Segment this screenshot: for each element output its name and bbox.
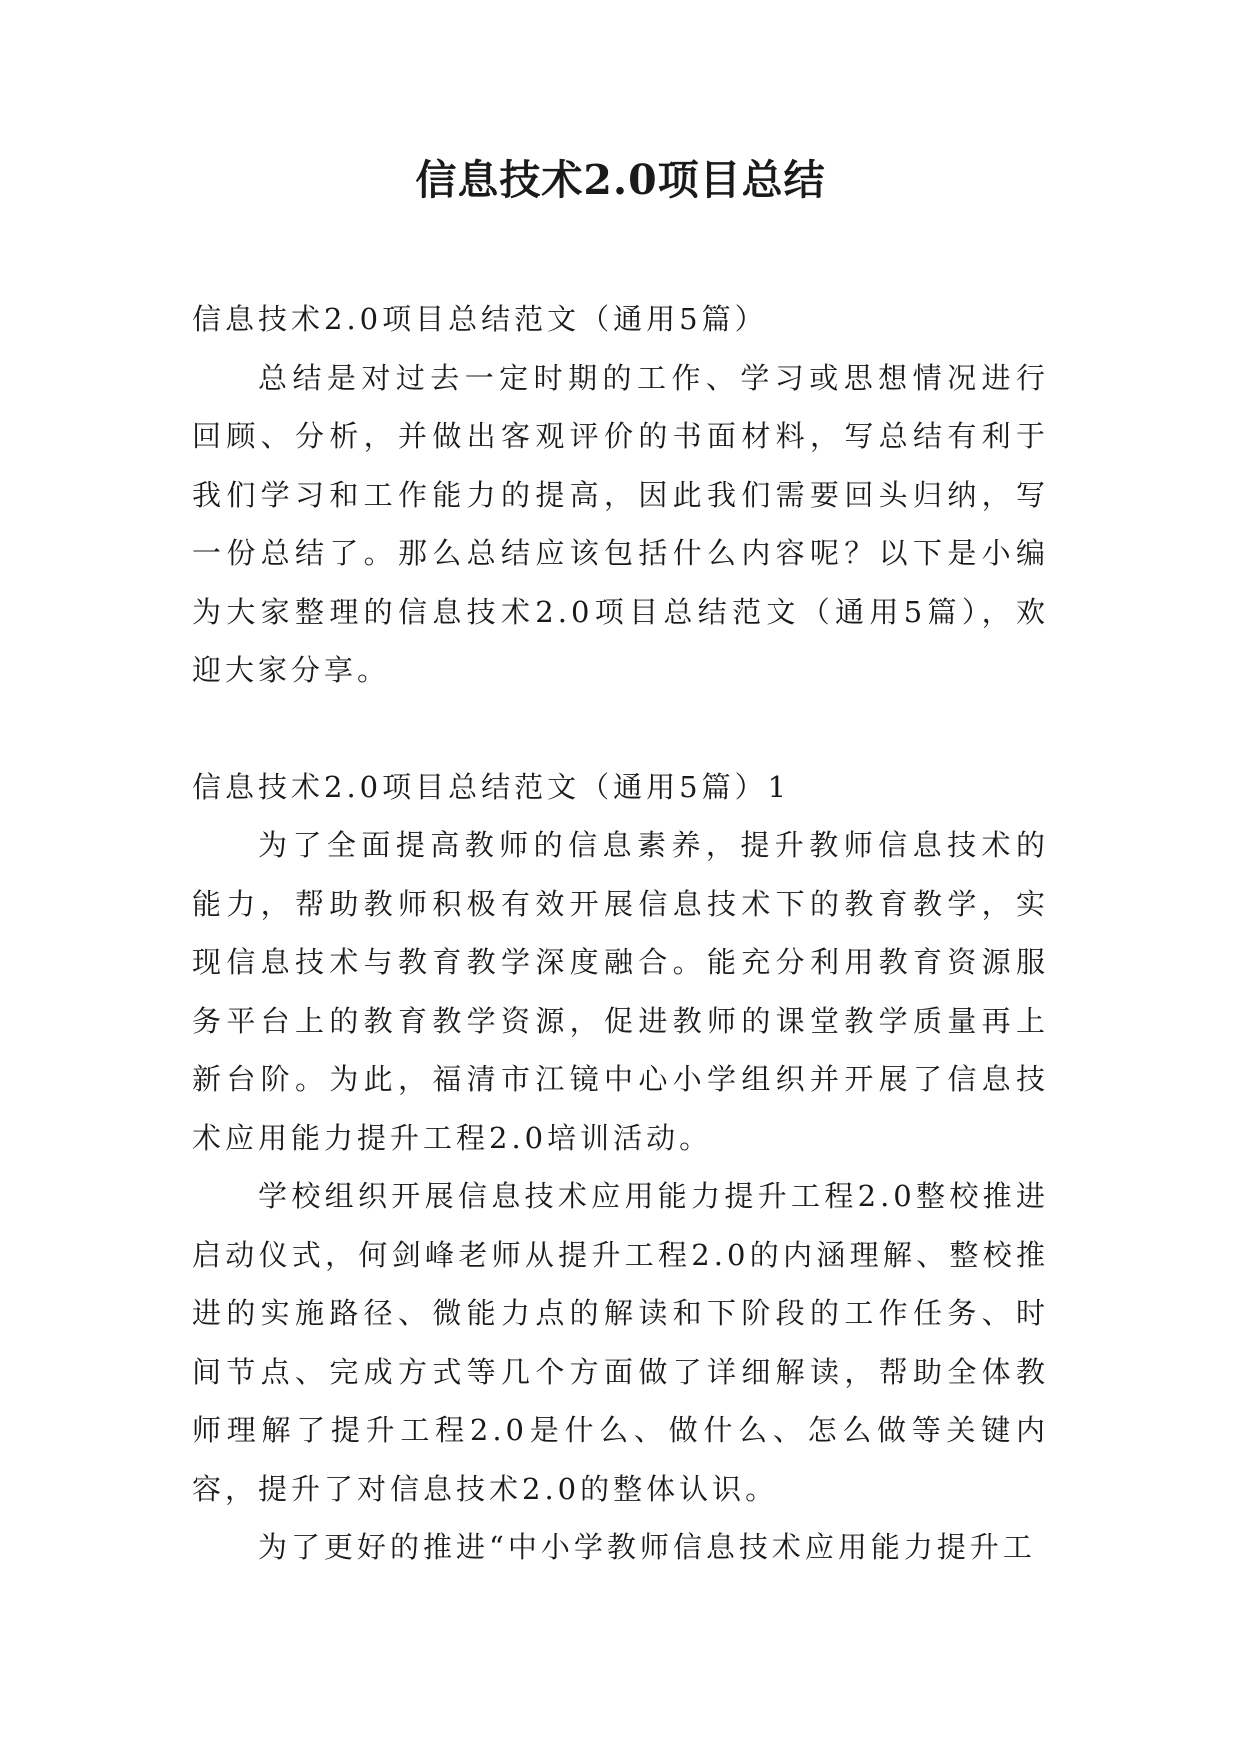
paragraph-gap [192, 700, 1049, 758]
body-paragraph: 学校组织开展信息技术应用能力提升工程2.0整校推进启动仪式，何剑峰老师从提升工程2.0的内涵理解、整校推进的实施路径、微能力点的解读和下阶段的工作任务、时间节点、完成方式等几个方面做了详细解读，帮助全体教师理解了提升工程2.0是什么、做什么、怎么做等关键内容，提升了对信息技术2.0的整体认识。 [192, 1179, 1049, 1506]
intro-paragraph: 总结是对过去一定时期的工作、学习或思想情况进行回顾、分析，并做出客观评价的书面材料，写总结有利于我们学习和工作能力的提高，因此我们需要回头归纳，写一份总结了。那么总结应该包括什么内容呢？以下是小编为大家整理的信息技术2.0项目总结范文（通用5篇），欢迎大家分享。 [192, 360, 1049, 687]
section-heading: 信息技术2.0项目总结范文（通用5篇）1 [192, 769, 791, 804]
document-title: 信息技术2.0项目总结 [415, 156, 826, 204]
subtitle-paragraph: 信息技术2.0项目总结范文（通用5篇） [192, 302, 768, 336]
document-body [192, 290, 1049, 1577]
body-paragraph: 为了更好的推进“中小学教师信息技术应用能力提升工 [258, 1530, 1036, 1564]
body-paragraph: 为了全面提高教师的信息素养，提升教师信息技术的能力，帮助教师积极有效开展信息技术下的教育教学，实现信息技术与教育教学深度融合。能充分利用教育资源服务平台上的教育教学资源，促进教师的课堂教学质量再上新台阶。为此，福清市江镜中心小学组织并开展了信息技术应用能力提升工程2.0培训活动。 [192, 828, 1049, 1155]
